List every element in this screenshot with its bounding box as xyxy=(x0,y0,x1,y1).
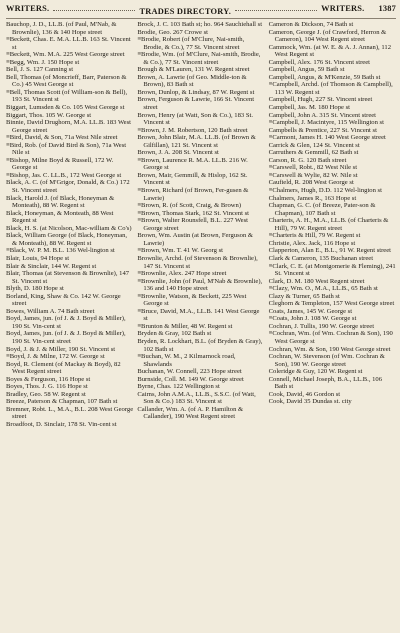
directory-entry: Callander, Wm. A. (of A. P. Hamilton & Callander), 190 West Regent street xyxy=(137,405,244,421)
directory-entry: ≡Carswell, Robt., 82 West Nile st xyxy=(268,164,358,172)
directory-entry: Bremner, Robt. L., M.A., B.L. 208 West George street xyxy=(6,405,134,421)
directory-entry: ≡Campbell, Archd. (of Thomson & Campbell), 113 W. Regent st xyxy=(268,81,393,96)
directory-entry: Cameron & Dickson, 74 Bath st xyxy=(268,21,354,28)
directory-entry: Brock, J. C. 103 Bath st; ho. 964 Sauchiehall st xyxy=(137,21,263,28)
column-2 xyxy=(137,21,264,429)
directory-entry: Connell, Michael Joseph, B.A., LL.B., 106 Bath st xyxy=(268,375,383,391)
directory-entry: Clapperton, Alan E., B.L., 91 W. Regent street xyxy=(268,247,391,255)
directory-entry: ≡Bird, Rob. (of David Bird & Son), 71a West Nile st xyxy=(6,141,127,157)
directory-entry: Brodie, Geo. 267 Crowe st xyxy=(137,28,209,36)
directory-entry: Boyd, James, jun. (of J. & J. Boyd & Miller), 190 St. Vin-cent st xyxy=(6,315,126,330)
directory-entry: Campbell, Jas. M. 180 Hope st xyxy=(268,104,350,112)
directory-entry: Borland, King, Shaw & Co. 142 W. George street xyxy=(6,292,121,308)
directory-entry: Breeze, Paterson & Chapman, 107 Bath st xyxy=(6,398,118,406)
directory-entry: Brown, Henry (at Watt, Son & Co.), 183 St. Vincent st xyxy=(137,111,253,127)
directory-entry: Clark & Cameron, 135 Buchanan street xyxy=(268,254,374,262)
directory-entry: Campbell, John A. 315 St. Vincent street xyxy=(268,111,377,119)
header-right: WRITERS. xyxy=(321,4,365,13)
directory-entry: Clark, D. M. 180 West Regent street xyxy=(268,277,365,285)
directory-entry: Carruthers & Gemmill, 62 Bath st xyxy=(268,149,359,157)
directory-entry: Binnie, David Drughorn, M.A. LL.B. 183 West George street xyxy=(6,119,131,134)
leader-dots-right xyxy=(235,10,317,11)
directory-entry: Blyth, D. 180 Hope st xyxy=(6,285,64,293)
directory-entry: ≡Brown, Laurence R. M.A. LL.B. 216 W. George st xyxy=(137,156,248,172)
directory-entry: Cochran, J. Tullis, 190 W. George street xyxy=(268,322,375,330)
directory-entry: Boyd, James, jun. (of J. & J. Boyd & Miller), 190 St. Vin-cent street xyxy=(6,330,126,345)
directory-entry: ≡Brownlie, Watson, & Beckett, 225 West George st xyxy=(137,292,247,308)
directory-entry: ≡Brown, Thomas Stark, 162 St. Vincent st xyxy=(137,209,250,217)
directory-entry: Bell, J. S. 127 Canning st xyxy=(6,66,74,74)
directory-entry: Bryden, R. Lockhart, B.L. (of Bryden & Gray), 102 Bath st xyxy=(137,337,263,353)
directory-entry: Caufield, R. 208 West George st xyxy=(268,179,354,187)
directory-entry: Byrne, Chas. 122 Wellington st xyxy=(137,383,220,391)
directory-entry: ≡Brown, Wm. T. 41 W. Georg st xyxy=(137,247,223,255)
directory-entry: ≡Beckett, Chas. E. M.A. LL.B. 163 St. Vincent st xyxy=(6,36,131,51)
directory-entry: Christie, Alex. Jack, 116 Hope st xyxy=(268,239,356,247)
directory-entry: Cook, David, 46 Gordon st xyxy=(268,390,341,398)
directory-entry: Carson, R. G. 120 Bath street xyxy=(268,156,347,164)
directory-entry: Brown, Dunlop, & Lindsay, 87 W. Regent st xyxy=(137,88,255,96)
directory-entry: ≡Brown, R. (of Scott, Craig, & Brown) xyxy=(137,202,242,210)
directory-entry: Black, William George (of Black, Honeyman, & Monteath), 88 W. Regent st xyxy=(6,232,128,247)
header-left: WRITERS. xyxy=(6,4,50,13)
directory-entry: Black, A. C. (of M'Grigor, Donald, & Co.) 172 St. Vincent street xyxy=(6,179,130,195)
directory-entry: Clazy & Turner, 65 Bath st xyxy=(268,292,340,300)
directory-entry: Boyd, R. Clement (of Mackay & Boyd), 82 West Regent street xyxy=(6,360,121,376)
directory-entry: Black, Honeyman, & Monteath, 88 West Regent st xyxy=(6,209,114,225)
directory-entry: ≡Buchan, W. M., 2 Kilmarnock road, Shawlands xyxy=(137,353,236,368)
directory-entry: ≡Brodie, Robert (of M'Clure, Nai-smith, Brodie, & Co.), 77 St. Vincent street xyxy=(137,36,245,51)
directory-entry: Cleghorn & Templeton, 157 West George street xyxy=(268,300,395,308)
directory-entry: Bell, Thomas (of Moncrieff, Barr, Paterson & Co.) 45 West George st xyxy=(6,73,127,89)
directory-entry: Charteris, A. H., M.A., LL.B. (of Charteris & Hill), 79 W. Regent street xyxy=(268,217,389,232)
directory-entry: ≡Bishop, Milne Boyd & Russell, 172 W. George st xyxy=(6,156,114,172)
directory-entry: ≡Boyd, J. & Milne, 172 W. George st xyxy=(6,353,105,361)
directory-entry: Brownlie, Archd. (of Stevenson & Brownlie), 147 St. Vincent st xyxy=(137,254,258,270)
directory-entry: ≡Cochran, Wm. (of Wm. Cochran & Son), 190 West George st xyxy=(268,330,393,345)
directory-entry: ≡Campbell, J. Macintyre, 115 Wellington st xyxy=(268,119,384,127)
directory-entry: Boyes & Ferguson, 116 Hope st xyxy=(6,375,91,383)
directory-entry: Carrick & Glen, 124 St. Vincent st xyxy=(268,141,360,149)
directory-entry: Campbell, Hugh, 227 St. Vincent street xyxy=(268,96,373,104)
directory-entry: Buchanan, W. Connell, 223 Hope street xyxy=(137,368,242,376)
directory-entry: ≡Brown, J. M. Robertson, 120 Bath street xyxy=(137,126,248,134)
directory-entry: ≡Begg, Wm. J. 150 Hope st xyxy=(6,58,80,66)
directory-entry: ≡Brown, Richard (of Brown, Fer-gusen & Lawrie) xyxy=(137,187,249,202)
directory-entry: Campbell, Angus, 59 Bath st xyxy=(268,66,345,74)
directory-entry: Brown, John Blair, M.A. LL.B. (of Brown & Gilfillan), 121 St. Vincent st xyxy=(137,134,256,149)
directory-entry: Cochran, Wm. & Son, 190 West George street xyxy=(268,345,391,353)
directory-entry: Cairns, John A.M.A., LL.B., S.S.C. (of Watt, Son & Co.) 183 St. Vincent st xyxy=(137,390,256,406)
directory-entry: Cammock, Wm. (at W. E. & A. J. Annan), 112 West Regent st xyxy=(268,43,391,59)
directory-entry: ≡Chalmers, Hugh, D.D. 112 Wel-lington st xyxy=(268,187,382,195)
directory-entry: Biggart, Thos. 105 W. George st xyxy=(6,111,92,119)
directory-entry: Biggart, Lumsden & Co. 105 West George st xyxy=(6,104,125,112)
directory-entry: Black, H. S. (at Nicolson, Mac-william & Co's) xyxy=(6,224,132,232)
directory-entry: Cameron, George J. (of Crawford, Herron & Cameron), 104 West Regent street xyxy=(268,28,387,44)
directory-entry: Broadfoot, D. Sinclair, 178 St. Vin-cent st xyxy=(6,420,117,428)
header-center-group xyxy=(49,7,321,16)
directory-entry: Blair & Sinclair, 144 W. Regent st xyxy=(6,262,97,270)
directory-entry: ≡Beckett, Wm. M.A. 225 West George street xyxy=(6,51,125,59)
directory-entry: ≡Carswell & Wylie, 82 W. Nile st xyxy=(268,171,358,179)
directory-entry: Coleridge & Guy, 120 W. Regent st xyxy=(268,368,363,376)
directory-entry: ≡Brodie, Wm. (of M'Clure, Nai-smith, Brodie, & Co.), 77 St. Vincent street xyxy=(137,51,261,66)
directory-entry: ≡Bishop, Jas. C. LL.B., 172 West George st xyxy=(6,171,122,179)
directory-entry: ≡Brownlie, John (of Paul, M'Nab & Brownlie), 136 and 140 Hope street xyxy=(137,277,263,293)
directory-entry: Brown, A. Lawrie (of Geo. Middle-ton & Brown), 83 Bath st xyxy=(137,73,247,89)
header-center: TRADES DIRECTORY. xyxy=(139,7,231,16)
directory-entry: ≡Bird, David, & Son, 71a West Nile street xyxy=(6,134,118,142)
leader-dots-left xyxy=(53,10,135,11)
directory-entry: Campbell, Alex. 176 St. Vincent street xyxy=(268,58,370,66)
directory-entry: Boyes, Thos. J. G. 116 Hope st xyxy=(6,383,88,391)
directory-entry: ≡Brunton & Miller, 48 W. Regent st xyxy=(137,322,233,330)
directory-entry: Campbell, Angus, & M'Kenzie, 59 Bath st xyxy=(268,73,381,81)
directory-entry: Cook, David 35 Dundas st. city xyxy=(268,398,352,406)
directory-entry: Bryden & Gray, 102 Bath st xyxy=(137,330,212,338)
directory-entry: Bradley, Geo. 58 W. Regent st xyxy=(6,390,86,398)
directory-entry: Brown, Wm. Austin (at Brown, Ferguson & Lawrie) xyxy=(137,232,254,247)
directory-entry: ≡Coats, John J. 108 W. George st xyxy=(268,315,357,323)
directory-entry: Blair, Thomas (at Stevenson & Brownlie), 147 St. Vincent st xyxy=(6,270,130,285)
directory-entry: ≡Bruce, David, M.A., LL.B. 141 West George st xyxy=(137,307,260,323)
directory-entry: Chapman, G. C. (of Breeze, Pater-son & Chapman), 107 Bath st xyxy=(268,202,376,217)
directory-entry: Chalmers, James R., 163 Hope st xyxy=(268,194,357,202)
directory-entry: ≡Black, W. P. M. B.L. 136 Wel-lington st xyxy=(6,247,115,255)
directory-entry: Brough & M'Lauren, 131 W. Regent street xyxy=(137,66,250,74)
directory-entry: Black, Harold J. (of Black, Honeyman & Monteath), 88 W. Regent st xyxy=(6,194,115,210)
running-header xyxy=(6,4,396,19)
directory-entry: Brown, Ferguson & Lawrie, 166 St. Vincent street xyxy=(137,96,255,112)
directory-entry: ≡Bell, Thomas Scott (of William-son & Bell), 193 St. Vincent st xyxy=(6,88,128,104)
directory-entry: Brown, Mair, Gemmill, & Hislop, 162 St. Vincent st xyxy=(137,171,248,187)
directory-entry: ≡Brownlie, Alex. 247 Hope street xyxy=(137,270,227,278)
column-3 xyxy=(269,21,396,429)
directory-entry: Bauchop, J. D., LL.B. (of Paul, M'Nab, & Brownlie), 136 & 140 Hope street xyxy=(6,21,117,36)
page-number: 1387 xyxy=(378,4,396,13)
directory-entry: ≡Carmont, James H. 140 West George street xyxy=(268,134,386,142)
directory-entry: Bowes, William A. 74 Bath street xyxy=(6,307,95,315)
directory-entry: Blair, Louis, 94 Hope st xyxy=(6,254,70,262)
directory-entry: Brown, J. A. 208 St. Vincent st xyxy=(137,149,219,157)
directory-entry: ≡Brown, Walter Rounsfell, B.L. 227 West George street xyxy=(137,217,248,232)
directory-entry: Campbells & Prentice, 227 St. Vincent st xyxy=(268,126,377,134)
directory-entry: Boyd, J. & J. & Miller, 190 St. Vincent st xyxy=(6,345,116,353)
entry-columns xyxy=(6,21,396,429)
directory-entry: ≡Clark, C. E. (at Montgomerie & Fleming), 241 St. Vincent st xyxy=(268,262,396,278)
directory-entry: Burnside, Coll. M. 149 W. George street xyxy=(137,375,244,383)
column-1 xyxy=(6,21,133,429)
directory-entry: ≡Clazy, Wm. O., M.A., LL.B., 65 Bath st xyxy=(268,285,378,293)
directory-entry: ≡Charteris & Hill, 79 W. Regent st xyxy=(268,232,361,240)
directory-entry: Coats, James, 145 W. George st xyxy=(268,307,353,315)
directory-entry: Cochran, W. Stevenson (of Wm. Cochran & Son), 190 W. George street xyxy=(268,353,385,368)
